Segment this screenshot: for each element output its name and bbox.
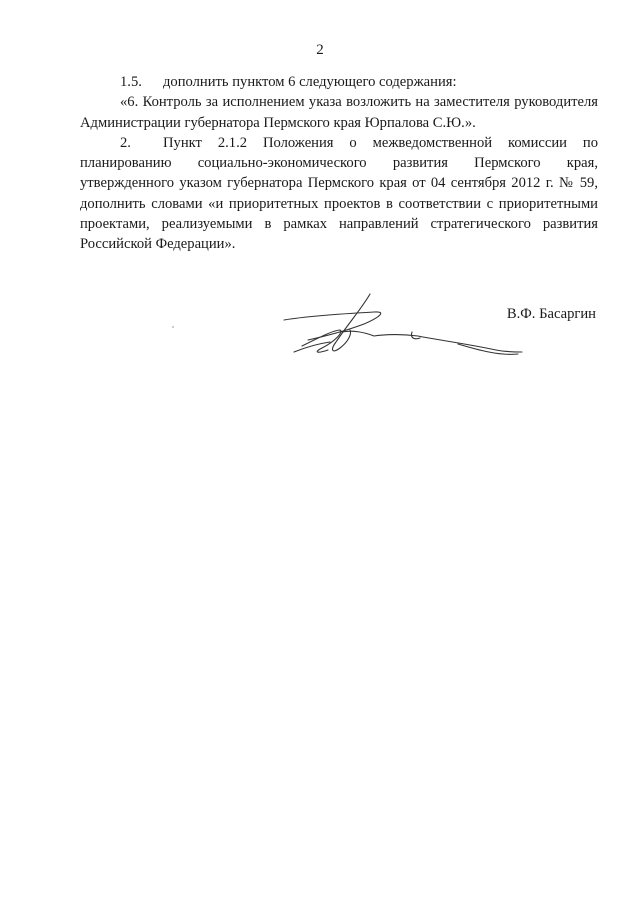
signer-name: В.Ф. Басаргин — [506, 306, 596, 322]
document-body — [80, 72, 598, 255]
item-number: 1.5. — [120, 74, 142, 90]
item-number: 2. — [120, 134, 131, 151]
page-number: 2 — [316, 42, 324, 58]
item-2 — [80, 133, 598, 255]
quoted-clause-6: «6. Контроль за исполнением указа возложить на заместителя руководителя Администрации губернатора Пермского края Юрпалова С.Ю.». — [80, 94, 598, 131]
scan-speck — [172, 326, 174, 328]
item-text: дополнить пунктом 6 следующего содержания: — [163, 74, 457, 90]
item-1-5 — [80, 72, 598, 92]
item-text: Пункт 2.1.2 Положения о межведомственной комиссии по планированию социально-экономического развития Пермского края, утвержденного указом губернатора Пермского края от 04 сентября 2012 г. № 59, дополнить словами «и приоритетных проектов в соответствии с приоритетными проектами, реализуемыми в рамках направлений стратегического развития Российской Федерации». — [80, 134, 598, 253]
handwritten-signature — [278, 290, 528, 370]
